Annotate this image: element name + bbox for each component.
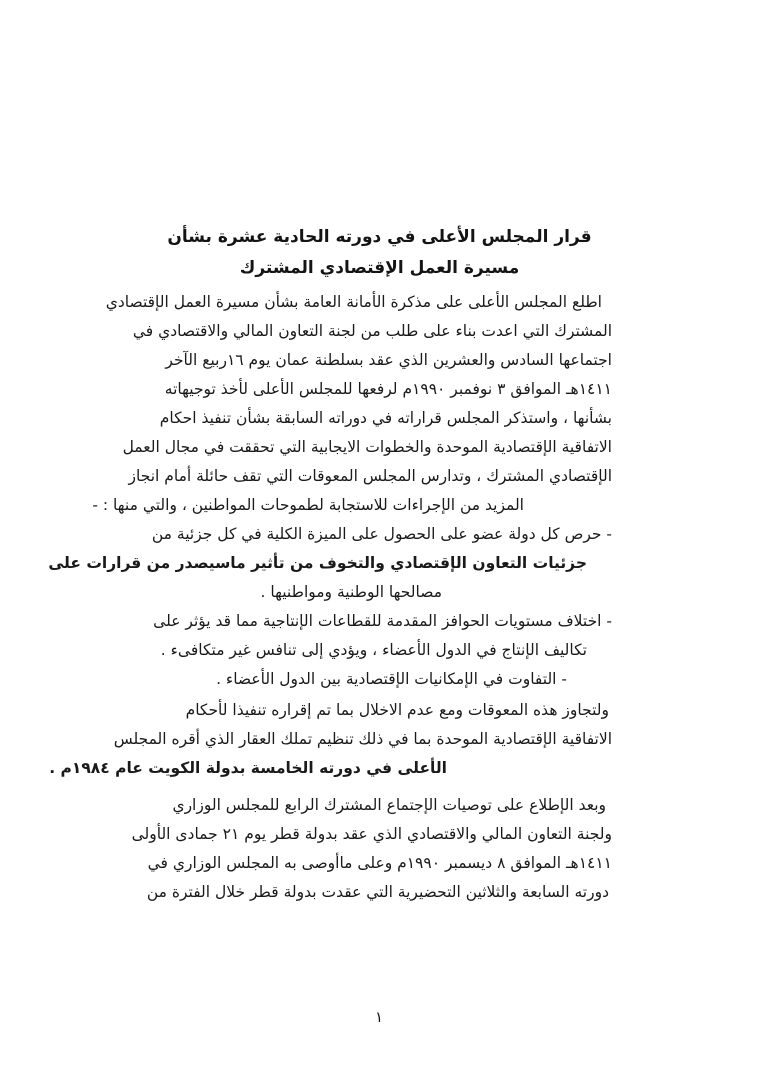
text-line: اطلع المجلس الأعلى على مذكرة الأمانة العامة بشأن مسيرة العمل الإقتصادي — [105, 293, 602, 311]
bullet-line: - التفاوت في الإمكانيات الإقتصادية بين الدول الأعضاء . — [216, 670, 567, 688]
bullet-line: جزئيات التعاون الإقتصادي والتخوف من تأثير ماسيصدر من قرارات على — [48, 554, 587, 572]
bullet-line: تكاليف الإنتاج في الدول الأعضاء ، ويؤدي إلى تنافس غير متكافىء . — [160, 641, 587, 659]
document-body — [48, 288, 612, 907]
text-line: بشأنها ، واستذكر المجلس قراراته في دوراته السابقة بشأن تنفيذ احكام — [159, 409, 612, 427]
text-line: المشترك التي اعدت بناء على طلب من لجنة التعاون المالي والاقتصادي في — [132, 322, 612, 340]
text-line: دورته السابعة والثلاثين التحضيرية التي عقدت بدولة قطر خلال الفترة من — [146, 883, 609, 901]
bullet-line: - اختلاف مستويات الحوافز المقدمة للقطاعات الإنتاجية مما قد يؤثر على — [153, 612, 612, 630]
bullet-line: مصالحها الوطنية ومواطنيها . — [260, 583, 442, 601]
paragraph-overcoming-obstacles — [49, 696, 612, 783]
text-line: اجتماعها السادس والعشرين الذي عقد بسلطنة عمان يوم ١٦ربيع الآخر — [165, 351, 612, 369]
bullet-item-2 — [147, 607, 612, 665]
paragraph-intro — [92, 288, 612, 520]
text-line: المزيد من الإجراءات للاستجابة لطموحات المواطنين ، والتي منها : - — [92, 496, 524, 514]
text-line: ١٤١١هـ الموافق ٣ نوفمبر ١٩٩٠م لرفعها للمجلس الأعلى لأخذ توجيهاته — [164, 380, 612, 398]
title-line-1: قرار المجلس الأعلى في دورته الحادية عشرة بشأن — [167, 227, 592, 247]
paragraph-recommendations — [131, 791, 612, 907]
document-title — [147, 222, 612, 284]
bullet-item-3 — [147, 665, 612, 694]
title-line-2: مسيرة العمل الإقتصادي المشترك — [239, 258, 520, 278]
bullet-line: - حرص كل دولة عضو على الحصول على الميزة الكلية في كل جزئية من — [151, 525, 612, 543]
text-line: وبعد الإطلاع على توصيات الإجتماع المشترك الرابع للمجلس الوزاري — [172, 796, 606, 814]
text-line: الأعلى في دورته الخامسة بدولة الكويت عام ١٩٨٤م . — [49, 759, 447, 777]
page-number: ١ — [374, 1008, 384, 1026]
text-line: ولجنة التعاون المالي والاقتصادي الذي عقد بدولة قطر يوم ٢١ جمادى الأولى — [131, 825, 612, 843]
text-line: الاتفاقية الإقتصادية الموحدة بما في ذلك تنظيم تملك العقار الذي أقره المجلس — [113, 730, 612, 748]
text-line: ١٤١١هـ الموافق ٨ ديسمبر ١٩٩٠م وعلى ماأوصى به المجلس الوزاري في — [147, 854, 612, 872]
text-line: ولتجاوز هذه المعوقات ومع عدم الاخلال بما تم إقراره تنفيذا لأحكام — [185, 701, 609, 719]
text-line: الاتفاقية الإقتصادية الموحدة والخطوات الايجابية التي تحققت في مجال العمل — [122, 438, 612, 456]
bullet-item-1 — [48, 520, 612, 607]
text-line: الإقتصادي المشترك ، وتدارس المجلس المعوقات التي تقف حائلة أمام انجاز — [128, 467, 612, 485]
